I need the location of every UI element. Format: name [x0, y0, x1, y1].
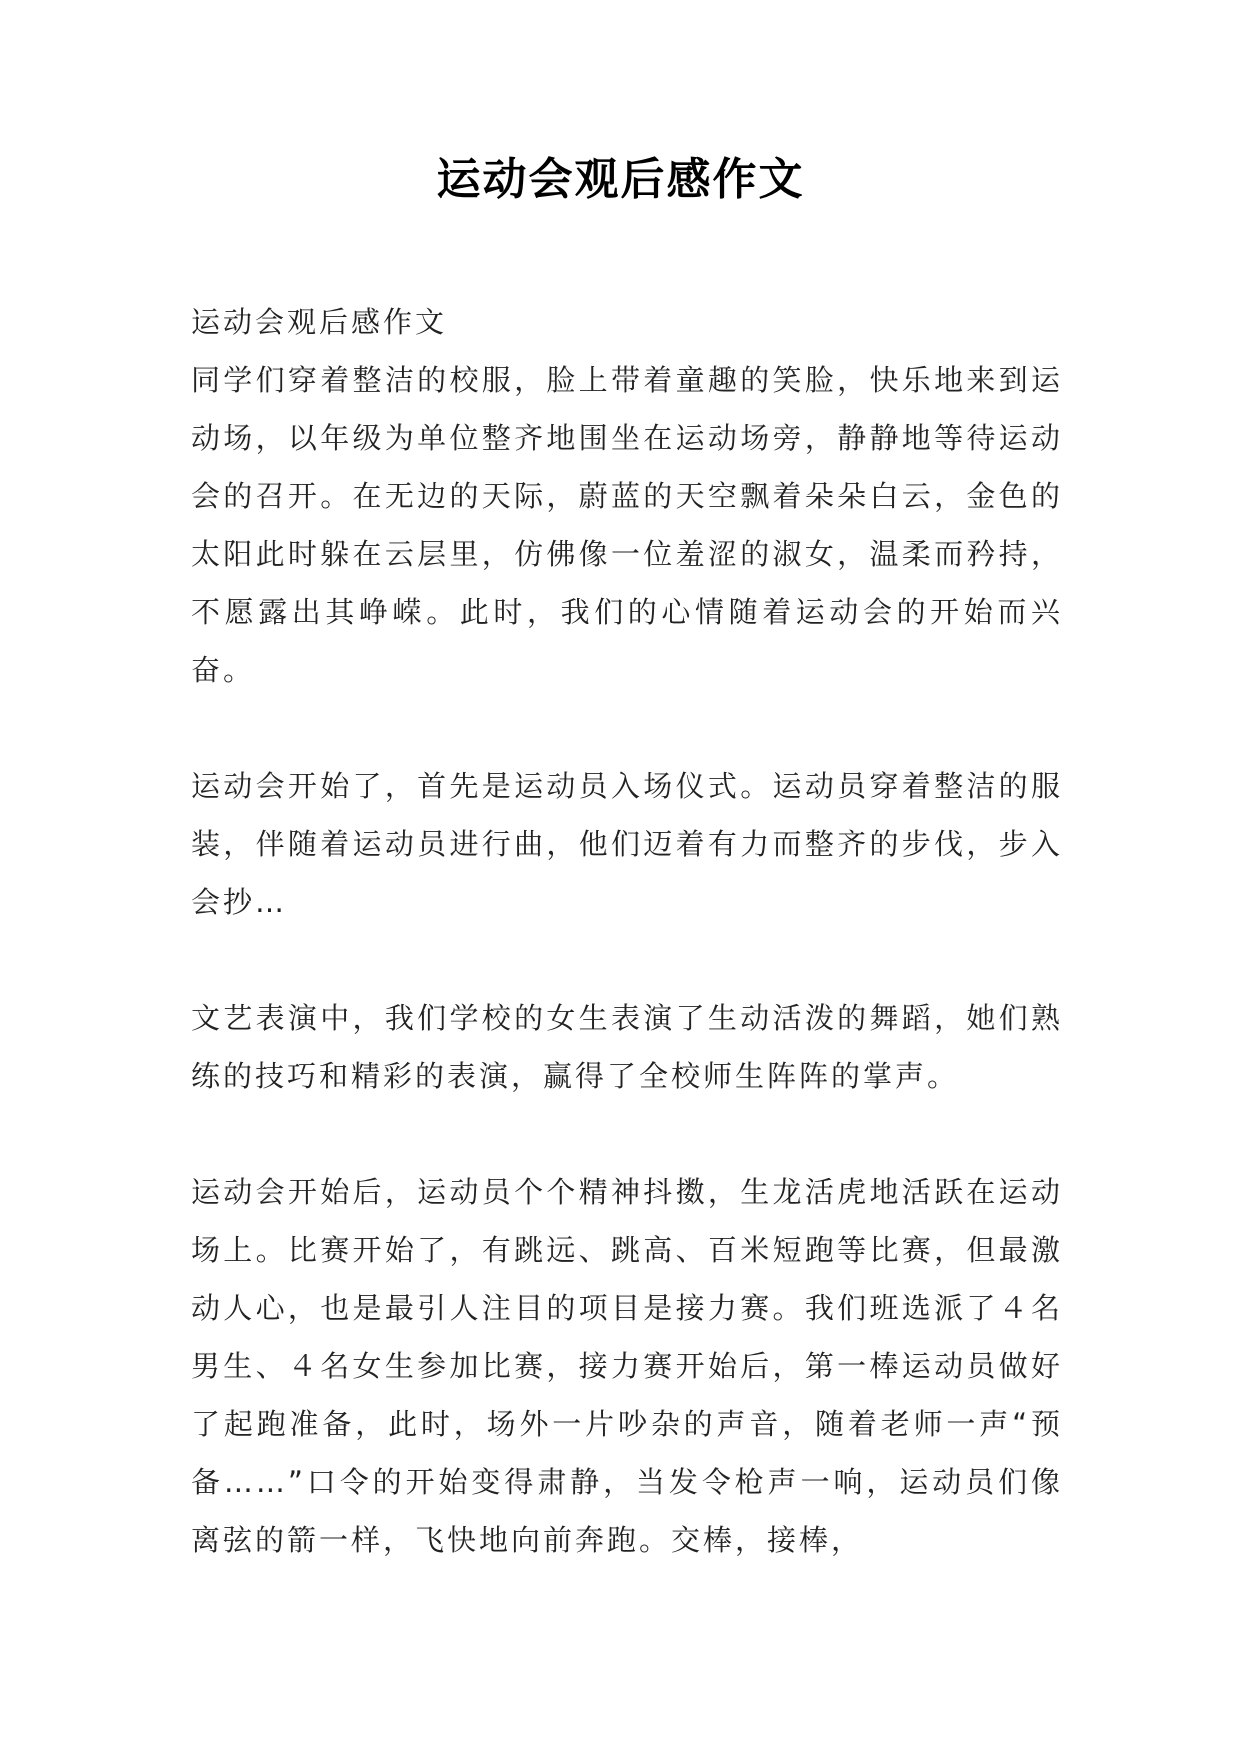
paragraph-2: 运动会开始了，首先是运动员入场仪式。运动员穿着整洁的服装，伴随着运动员进行曲，他们迈着有力而整齐的步伐，步入会抄… [191, 769, 1063, 919]
document-body [191, 293, 1063, 1569]
document-title: 运动会观后感作文 [436, 154, 805, 205]
section-heading: 运动会观后感作文 [191, 305, 448, 339]
paragraph-1: 同学们穿着整洁的校服，脸上带着童趣的笑脸，快乐地来到运动场，以年级为单位整齐地围坐在运动场旁，静静地等待运动会的召开。在无边的天际，蔚蓝的天空飘着朵朵白云，金色的太阳此时躲在云层里，仿佛像一位羞涩的淑女，温柔而矜持，不愿露出其峥嵘。此时，我们的心情随着运动会的开始而兴奋。 [191, 363, 1063, 687]
paragraph-3: 文艺表演中，我们学校的女生表演了生动活泼的舞蹈，她们熟练的技巧和精彩的表演，赢得了全校师生阵阵的掌声。 [191, 1001, 1063, 1093]
paragraph-4: 运动会开始后，运动员个个精神抖擞，生龙活虎地活跃在运动场上。比赛开始了，有跳远、跳高、百米短跑等比赛，但最激动人心，也是最引人注目的项目是接力赛。我们班选派了４名男生、４名女生参加比赛，接力赛开始后，第一棒运动员做好了起跑准备，此时，场外一片吵杂的声音，随着老师一声“预备……”口令的开始变得肃静，当发令枪声一响，运动员们像离弦的箭一样，飞快地向前奔跑。交棒，接棒， [191, 1175, 1063, 1557]
